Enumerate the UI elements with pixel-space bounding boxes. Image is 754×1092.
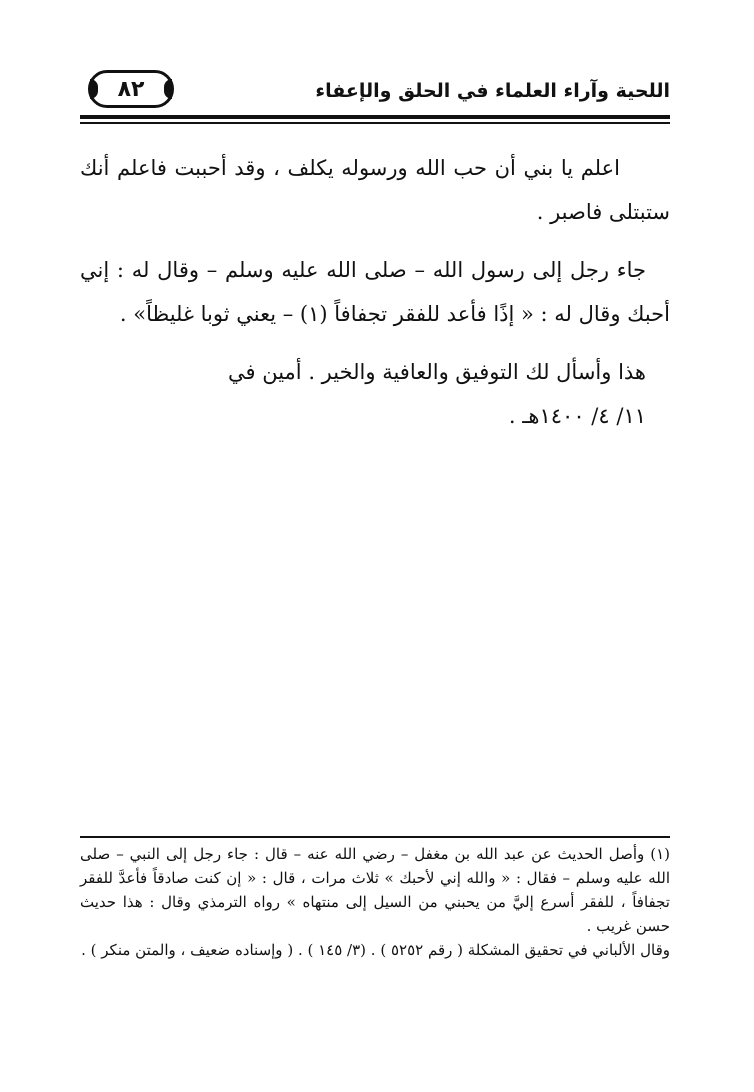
- header-rule-thick: [80, 115, 670, 119]
- paragraph-3: هذا وأسأل لك التوفيق والعافية والخير . أمين في: [228, 360, 646, 384]
- footnotes: [80, 842, 670, 962]
- date-line: ١١/ ٤/ ١٤٠٠هـ .: [508, 404, 646, 428]
- page-number-badge: ٨٢: [88, 70, 174, 108]
- paragraph-2: جاء رجل إلى رسول الله – صلى الله عليه وسلم – وقال له : إني أحبك وقال له : « إذًا فأعد للفقر تجفافاً (١) – يعني ثوبا غليظاً» .: [80, 258, 670, 326]
- header-rule-thin: [80, 122, 670, 124]
- main-text: [80, 146, 670, 452]
- page-header: [80, 68, 670, 116]
- footnote-rule: [80, 836, 670, 838]
- footnote-1-continued: وقال الألباني في تحقيق المشكلة ( رقم ٥٢٥٢ ) . (٣/ ١٤٥ ) . ( وإسناده ضعيف ، والمتن منكر ) .: [81, 941, 670, 959]
- paragraph-1: اعلم يا بني أن حب الله ورسوله يكلف ، وقد أحببت فاعلم أنك ستبتلى فاصبر .: [80, 156, 670, 224]
- running-title: اللحية وآراء العلماء في الحلق والإعفاء: [315, 80, 670, 102]
- footnote-1: (١) وأصل الحديث عن عبد الله بن مغفل – رضي الله عنه – قال : جاء رجل إلى النبي – صلى الله عليه وسلم – فقال : « والله إني لأحبك » ثلاث مرات ، قال : « إن كنت صادقاً فأعدَّ للفقر تجفافاً ، للفقر أسرع إليَّ من يحبني من السيل إلى منتهاه » رواه الترمذي وقال : هذا حديث حسن غريب .: [80, 845, 670, 935]
